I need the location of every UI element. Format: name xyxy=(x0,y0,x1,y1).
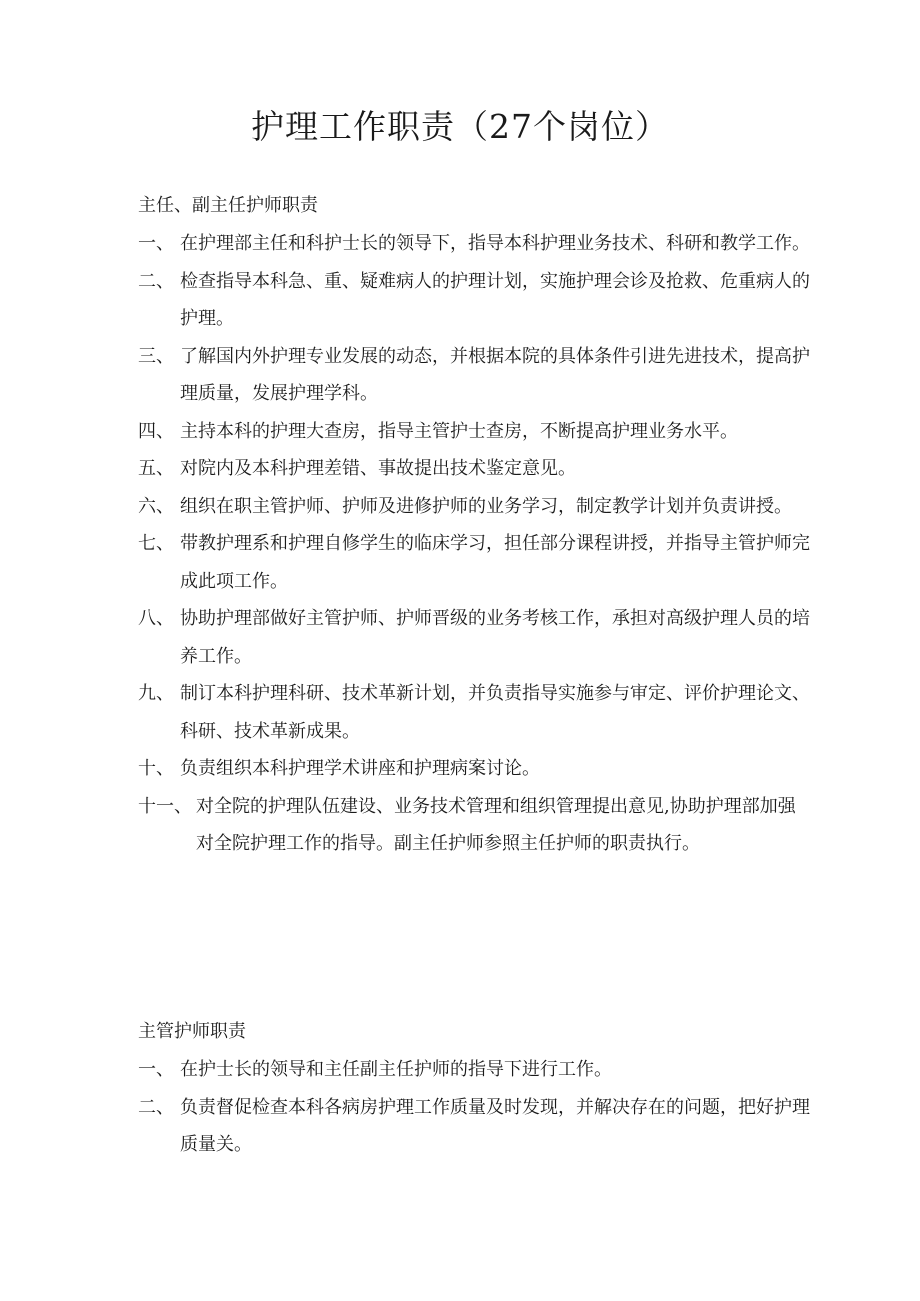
item-number: 十、 xyxy=(138,758,174,779)
item-number: 一、 xyxy=(138,1059,174,1080)
item-text: 负责组织本科护理学术讲座和护理病案讨论。 xyxy=(180,758,540,779)
item-number: 八、 xyxy=(138,608,174,629)
item-text: 主持本科的护理大查房，指导主管护士查房，不断提高护理业务水平。 xyxy=(180,420,738,442)
item-number: 九、 xyxy=(138,683,174,704)
item-text: 负责督促检查本科各病房护理工作质量及时发现，并解决存在的问题，把好护理质量关。 xyxy=(180,1096,810,1155)
list-item xyxy=(138,1089,810,1164)
item-number: 六、 xyxy=(138,495,174,517)
document-title: 护理工作职责（27个岗位） xyxy=(251,107,669,146)
list-item xyxy=(138,600,810,675)
list-item xyxy=(138,488,810,526)
list-item xyxy=(138,413,810,451)
list-item xyxy=(138,338,810,413)
item-text: 制订本科护理科研、技术革新计划，并负责指导实施参与审定、评价护理论文、科研、技术革新成果。 xyxy=(180,683,810,742)
section-title: 主管护师职责 xyxy=(138,1021,246,1042)
item-number: 一、 xyxy=(138,233,174,254)
item-text: 在护士长的领导和主任副主任护师的指导下进行工作。 xyxy=(180,1059,612,1080)
item-text: 对院内及本科护理差错、事故提出技术鉴定意见。 xyxy=(180,458,576,479)
item-number: 五、 xyxy=(138,458,174,479)
item-number: 三、 xyxy=(138,345,174,367)
item-text: 在护理部主任和科护士长的领导下，指导本科护理业务技术、科研和教学工作。 xyxy=(180,233,810,254)
item-number: 二、 xyxy=(138,1096,174,1118)
list-item xyxy=(138,450,810,488)
item-number: 二、 xyxy=(138,270,174,292)
item-text: 协助护理部做好主管护师、护师晋级的业务考核工作，承担对高级护理人员的培养工作。 xyxy=(180,608,810,667)
section-charge-nurse-duties xyxy=(138,1013,810,1164)
section-chief-nurse-duties xyxy=(138,187,810,863)
item-number: 四、 xyxy=(138,420,174,442)
duty-list xyxy=(138,225,810,863)
section-title: 主任、副主任护师职责 xyxy=(138,195,318,216)
duty-list xyxy=(138,1051,810,1164)
list-item xyxy=(138,675,810,750)
item-text: 检查指导本科急、重、疑难病人的护理计划，实施护理会诊及抢救、危重病人的护理。 xyxy=(180,270,810,329)
list-item xyxy=(138,525,810,600)
item-number: 七、 xyxy=(138,533,174,554)
item-text: 组织在职主管护师、护师及进修护师的业务学习，制定教学计划并负责讲授。 xyxy=(180,495,792,517)
list-item xyxy=(138,788,810,863)
item-text: 带教护理系和护理自修学生的临床学习，担任部分课程讲授，并指导主管护师完成此项工作。 xyxy=(180,533,810,592)
list-item xyxy=(138,263,810,338)
item-text: 对全院的护理队伍建设、业务技术管理和组织管理提出意见,协助护理部加强对全院护理工作的指导。副主任护师参照主任护师的职责执行。 xyxy=(196,795,796,854)
item-number: 十一、 xyxy=(138,795,192,817)
list-item xyxy=(138,225,810,263)
item-text: 了解国内外护理专业发展的动态，并根据本院的具体条件引进先进技术，提高护理质量，发展护理学科。 xyxy=(180,345,810,404)
list-item xyxy=(138,750,810,788)
list-item xyxy=(138,1051,810,1089)
